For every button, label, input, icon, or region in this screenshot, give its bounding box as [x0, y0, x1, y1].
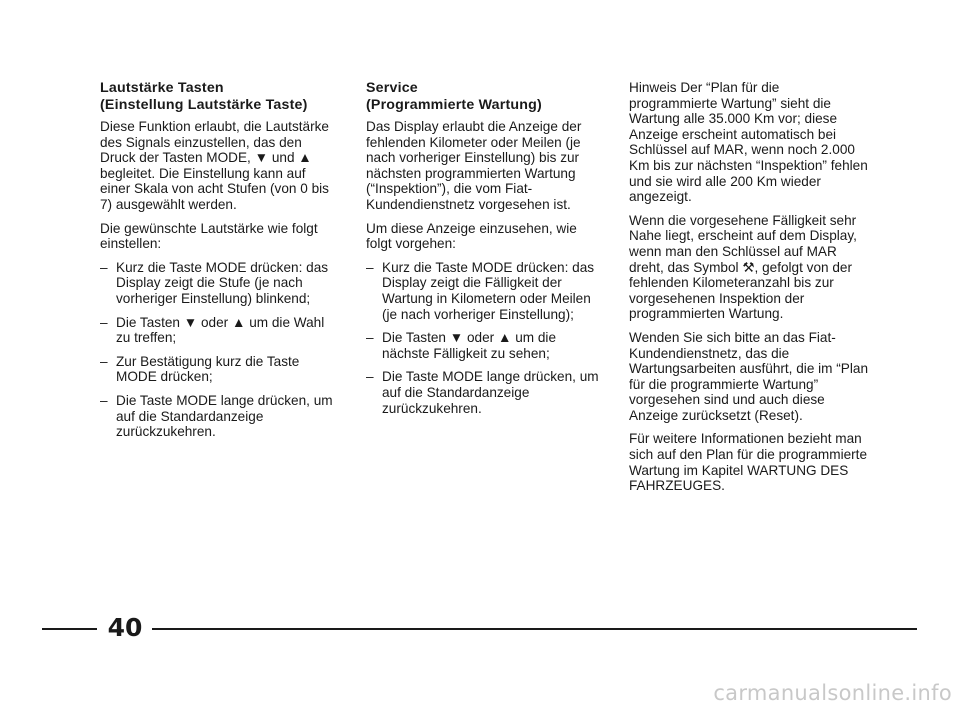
column-notes	[629, 80, 869, 502]
list-item: – Die Taste MODE lange drücken, um auf die Standardanzeige zurückzukehren.	[100, 392, 333, 440]
list-item: – Kurz die Taste MODE drücken: das Display zeigt die Fälligkeit der Wartung in Kilometern oder Meilen (je nach vorheriger Einstellung);	[366, 259, 595, 322]
list-item: – Die Tasten ▼ oder ▲ um die Wahl zu treffen;	[100, 314, 325, 346]
heading-line-2: (Einstellung Lautstärke Taste)	[100, 97, 308, 113]
watermark: carmanualsonline.info	[713, 681, 952, 705]
paragraph: Wenden Sie sich bitte an das Fiat-Kundendienstnetz, das die Wartungsarbeiten ausführt, die im “Plan für die programmierte Wartung” vorgesehen sind und auch diese Anzeige zurücksetzt (Reset).	[629, 329, 869, 423]
list-item-text: Die Tasten ▼ oder ▲ um die nächste Fälligkeit zu sehen;	[382, 330, 557, 361]
list-item-text: Zur Bestätigung kurz die Taste MODE drücken;	[116, 353, 300, 385]
list-item-text: Die Taste MODE lange drücken, um auf die Standardanzeige zurückzukehren.	[116, 392, 333, 440]
footer-rule-right	[152, 628, 917, 630]
instruction-list	[366, 260, 601, 416]
list-item-text: Kurz die Taste MODE drücken: das Display zeigt die Stufe (je nach vorheriger Einstellung) blinkend;	[116, 259, 329, 306]
paragraph-note: Hinweis Der “Plan für die programmierte Wartung” sieht die Wartung alle 35.000 Km vor; diese Anzeige erscheint automatisch bei Schlüssel auf MAR, wenn noch 2.000 Km bis zur nächsten “Inspektion” fehlen und sie wird alle 200 Km wieder angezeigt.	[629, 80, 868, 205]
instruction-list	[100, 260, 335, 440]
paragraph: Wenn die vorgesehene Fälligkeit sehr Nahe liegt, erscheint auf dem Display, wenn man den Schlüssel auf MAR dreht, das Symbol ⚒, gefolgt von der fehlenden Kilometeranzahl bis zur vorgesehenen Inspektion der programmierten Wartung.	[629, 212, 857, 322]
paragraph: Um diese Anzeige einzusehen, wie folgt vorgehen:	[366, 220, 577, 252]
footer-rule-left	[42, 628, 97, 630]
list-item-text: Die Tasten ▼ oder ▲ um die Wahl zu treffen;	[116, 314, 325, 346]
list-item: – Die Tasten ▼ oder ▲ um die nächste Fälligkeit zu sehen;	[366, 330, 557, 361]
list-item: – Kurz die Taste MODE drücken: das Display zeigt die Stufe (je nach vorheriger Einstellung) blinkend;	[100, 259, 329, 306]
heading-line-2: (Programmierte Wartung)	[366, 97, 542, 113]
heading-line-1: Lautstärke Tasten	[100, 80, 224, 96]
paragraph: Das Display erlaubt die Anzeige der fehlenden Kilometer oder Meilen (je nach vorheriger Einstellung) bis zur nächsten programmierten Wartung (“Inspektion”), die vom Fiat-Kundendienstnetz vorgesehen ist.	[366, 119, 582, 212]
heading-line-1: Service	[366, 80, 418, 96]
paragraph: Für weitere Informationen bezieht man sich auf den Plan für die programmierte Wartung im Kapitel WARTUNG DES FAHRZEUGES.	[629, 431, 868, 494]
paragraph: Diese Funktion erlaubt, die Lautstärke des Signals einzustellen, das den Druck der Tasten MODE, ▼ und ▲ begleitet. Die Einstellung kann auf einer Skala von acht Stufen (von 0 bis 7) ausgewählt werden.	[100, 119, 329, 212]
list-item: – Zur Bestätigung kurz die Taste MODE drücken;	[100, 353, 300, 385]
page-number: 40	[107, 613, 143, 642]
column-service	[366, 80, 601, 424]
paragraph: Die gewünschte Lautstärke wie folgt einstellen:	[100, 220, 318, 252]
list-item: – Die Taste MODE lange drücken, um auf die Standardanzeige zurückzukehren.	[366, 369, 599, 416]
section-heading-volume	[100, 80, 335, 114]
list-item-text: Kurz die Taste MODE drücken: das Display zeigt die Fälligkeit der Wartung in Kilometern oder Meilen (je nach vorheriger Einstellung);	[382, 259, 595, 322]
column-volume-keys	[100, 80, 335, 448]
section-heading-service	[366, 80, 601, 114]
list-item-text: Die Taste MODE lange drücken, um auf die Standardanzeige zurückzukehren.	[382, 369, 599, 416]
